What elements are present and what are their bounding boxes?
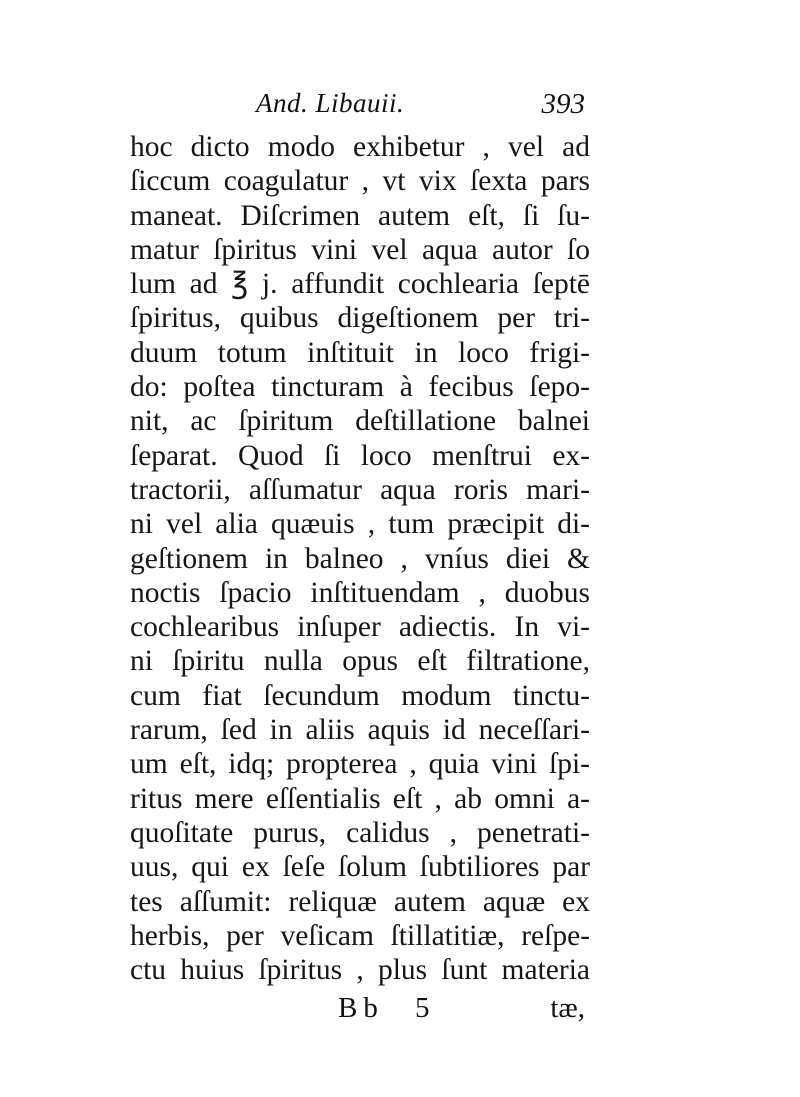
body-text (130, 130, 590, 987)
text-line: ſiccum coagulatur , vt vix ſexta pars (130, 165, 590, 198)
text-line: ſpiritus, quibus digeſtionem per tri- (130, 302, 590, 335)
text-line: ſeparat. Quod ſi loco menſtrui ex- (130, 439, 590, 472)
signature-mark: Bb (338, 992, 384, 1024)
text-line: matur ſpiritus vini vel aqua autor ſo (130, 233, 590, 266)
text-line: maneat. Diſcrimen autem eſt, ſi ſu- (130, 199, 590, 232)
text-line: herbis, per veſicam ſtillatitiæ, reſpe- (130, 919, 590, 952)
running-head: And. Libauii. (256, 88, 405, 118)
text-line: uus, qui ex ſeſe ſolum ſubtiliores par (130, 851, 590, 884)
text-line: hoc dicto modo exhibetur , vel ad (130, 131, 590, 163)
text-line: duum totum inſtituit in loco frigi- (130, 336, 590, 369)
text-line: ni ſpiritu nulla opus eſt filtratione, (130, 645, 590, 678)
text-line: ctu huius ſpiritus , plus ſunt materia (130, 954, 590, 987)
text-line: do: poſtea tincturam à fecibus ſepo- (130, 371, 590, 404)
text-line: tes aſſumit: reliquæ autem aquæ ex (130, 885, 590, 918)
text-line: ritus mere eſſentialis eſt , ab omni a- (130, 782, 590, 815)
text-line: cum fiat ſecundum modum tinctu- (130, 679, 590, 712)
page-header (130, 88, 585, 128)
catchword: tæ, (550, 992, 585, 1024)
text-line: ni vel alia quæuis , tum præcipit di- (130, 508, 590, 541)
text-line: lum ad ℥ j. affundit cochlearia ſeptē (130, 268, 590, 301)
text-line: cochlearibus inſuper adiectis. In vi- (130, 611, 590, 644)
text-line: um eſt, idq; propterea , quia vini ſpi- (130, 748, 590, 781)
page-footer (130, 992, 585, 1032)
page-number: 393 (541, 88, 585, 120)
text-line: quoſitate purus, calidus , penetrati- (130, 816, 590, 849)
text-line: tractorii, aſſumatur aqua roris mari- (130, 473, 590, 506)
text-line: geſtionem in balneo , vníus diei & (130, 542, 590, 575)
text-line: rarum, ſed in aliis aquis id neceſſari- (130, 714, 590, 747)
text-line: noctis ſpacio inſtituendam , duobus (130, 576, 590, 609)
text-line: nit, ac ſpiritum deſtillatione balnei (130, 405, 590, 438)
signature-number: 5 (415, 992, 430, 1024)
